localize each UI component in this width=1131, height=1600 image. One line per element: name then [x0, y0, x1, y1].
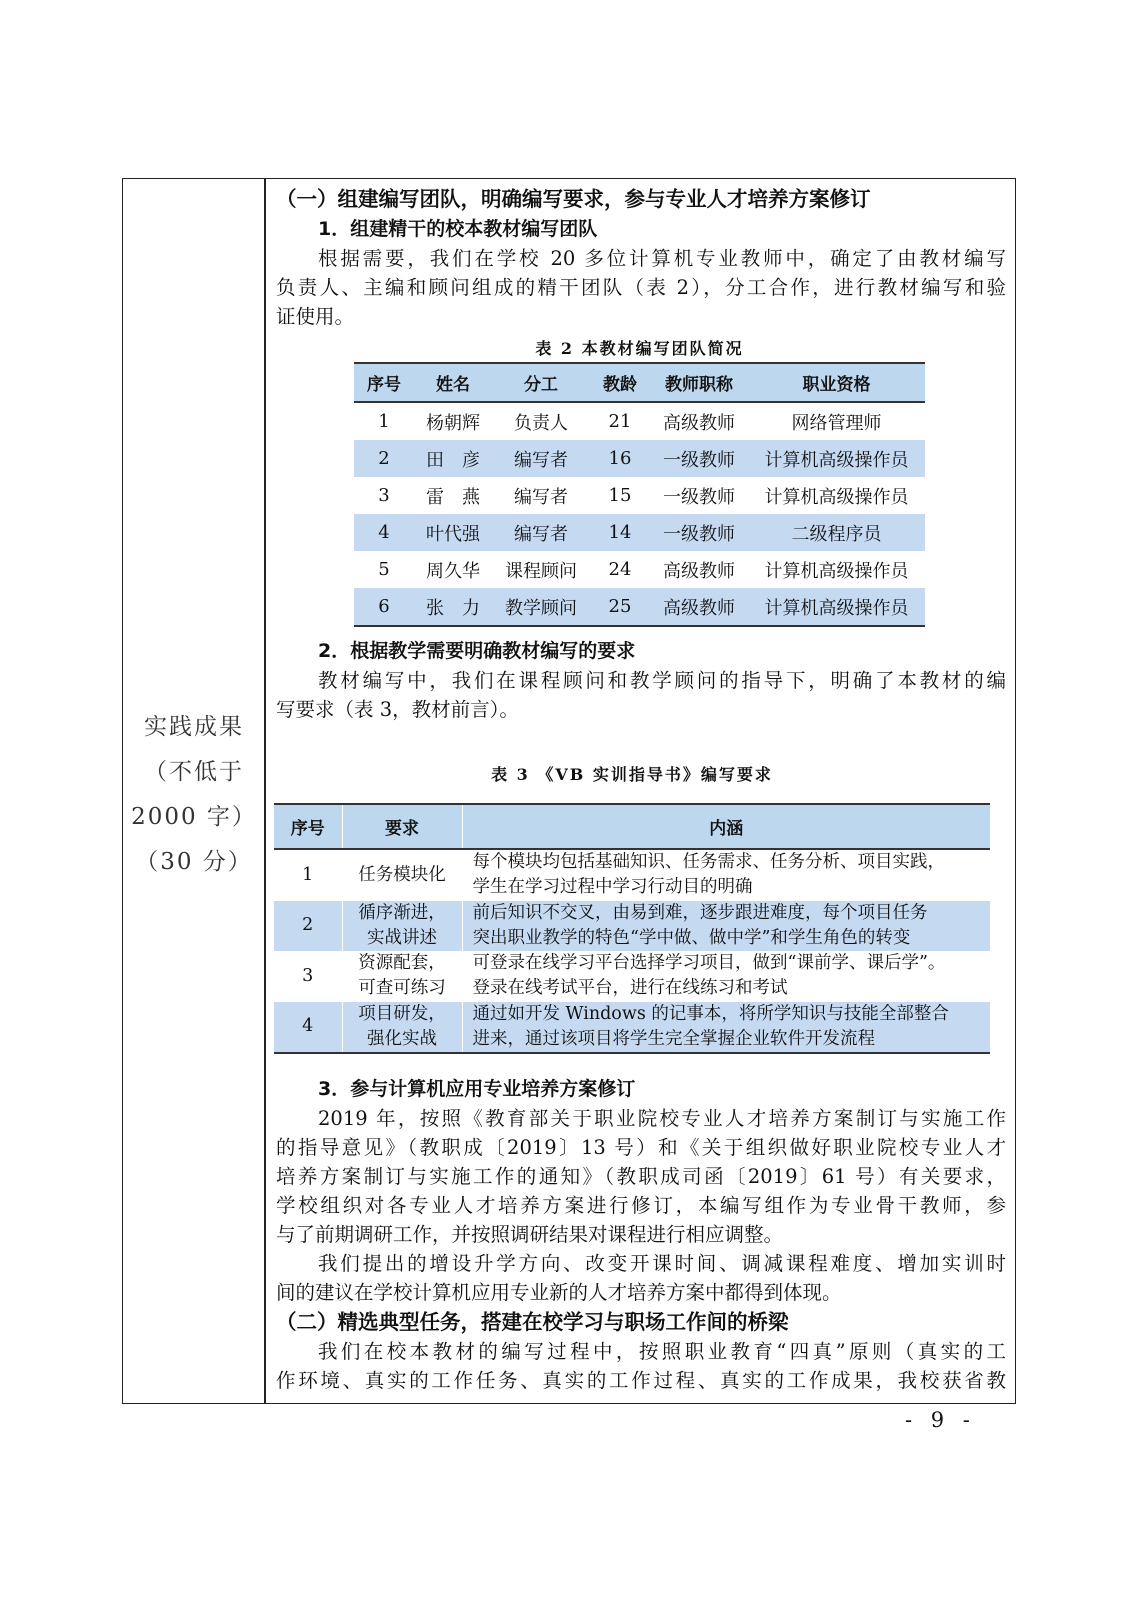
text-line: 2019 年，按照《教育部关于职业院校专业人才培养方案制订与实施工作	[318, 1107, 1006, 1130]
table-cell: 一级教师	[650, 440, 748, 477]
table-row	[274, 849, 990, 901]
table-cell: 高级教师	[663, 560, 735, 582]
table-cell: 编写者	[492, 440, 590, 477]
header-cell: 序号	[274, 804, 342, 849]
table-row	[354, 514, 925, 551]
label-line: 2000 字）	[131, 804, 257, 830]
table-cell: 一级教师	[650, 514, 748, 551]
header-cell: 教师职称	[650, 363, 748, 402]
requirements-table	[274, 803, 990, 1054]
header-cell: 职业资格	[748, 363, 925, 402]
text-line: 负责人、主编和顾问组成的精干团队（表 2），分工合作，进行教材编写和验	[276, 276, 1006, 299]
header-cell: 姓名	[414, 363, 492, 402]
page-number: - 9 -	[905, 1408, 976, 1432]
table-cell: 14	[590, 514, 650, 551]
table-cell	[462, 901, 990, 952]
table-cell: 2	[274, 901, 342, 952]
text-line: 教材编写中，我们在课程顾问和教学顾问的指导下，明确了本教材的编	[318, 669, 1006, 692]
table-cell	[462, 849, 990, 901]
cell-line: 可查可练习	[358, 978, 446, 999]
table-cell: 3	[302, 965, 314, 986]
table-cell: 2	[354, 440, 414, 477]
label-line: （不低于	[144, 759, 244, 785]
header-cell: 序号	[354, 363, 414, 402]
text-line: 我们提出的增设升学方向、改变开课时间、调减课程难度、增加实训时	[318, 1252, 1006, 1275]
cell-line: 循序渐进，	[358, 902, 446, 923]
table-cell: 编写者	[514, 486, 568, 508]
table-cell	[342, 901, 462, 952]
cell-line: 可登录在线学习平台选择学习项目，做到“课前学、课后学”。	[472, 953, 946, 974]
table-cell: 计算机高级操作员	[764, 486, 909, 508]
section1	[276, 184, 1006, 331]
table-row	[354, 588, 925, 626]
text-line: 学校组织对各专业人才培养方案进行修订，本编写组作为专业骨干教师，参	[276, 1194, 1006, 1217]
cell-line: 突出职业教学的特色“学中做、做中学”和学生角色的转变	[472, 927, 911, 948]
table-cell: 3	[378, 485, 390, 506]
table-cell: 周久华	[426, 560, 480, 582]
text-line: 与了前期调研工作，并按照调研结果对课程进行相应调整。	[276, 1223, 784, 1246]
left-label	[124, 705, 264, 885]
table-cell: 一级教师	[663, 486, 735, 508]
subsection-heading: 2．根据教学需要明确教材编写的要求	[318, 640, 636, 662]
table-cell: 编写者	[492, 514, 590, 551]
header-cell: 要求	[342, 804, 462, 849]
table2-caption: 表 2 本教材编写团队简况	[535, 339, 744, 358]
table-row	[354, 551, 925, 588]
table-cell: 高级教师	[650, 588, 748, 626]
table-header-row	[274, 804, 990, 849]
table-cell: 16	[590, 440, 650, 477]
cell-line: 进来，通过该项目将学生完全掌握企业软件开发流程	[472, 1028, 875, 1049]
table-row	[354, 477, 925, 514]
table-cell: 1	[302, 864, 314, 885]
header-cell: 内涵	[462, 804, 990, 849]
table-cell: 计算机高级操作员	[748, 440, 925, 477]
table-cell: 5	[378, 559, 390, 580]
table-cell: 网络管理师	[791, 412, 882, 434]
subsection2	[276, 637, 1006, 724]
team-table	[354, 362, 925, 627]
text-line: 作环境、真实的工作任务、真实的工作过程、真实的工作成果，我校获省教	[276, 1369, 1006, 1392]
table3-caption: 表 3 《VB 实训指导书》编写要求	[491, 765, 773, 784]
cell-line: 每个模块均包括基础知识、任务需求、任务分析、项目实践，	[472, 852, 945, 873]
table-cell: 田 彦	[414, 440, 492, 477]
subsection-heading: 3．参与计算机应用专业培养方案修订	[318, 1078, 636, 1100]
table-cell: 雷 燕	[426, 486, 480, 508]
table-cell: 二级程序员	[748, 514, 925, 551]
cell-line: 项目研发，	[358, 1003, 446, 1024]
table-cell: 张 力	[414, 588, 492, 626]
table-row	[274, 901, 990, 952]
table-cell: 负责人	[514, 412, 568, 434]
table-row	[274, 1002, 990, 1054]
header-cell: 分工	[492, 363, 590, 402]
table-cell: 25	[590, 588, 650, 626]
text-line: 证使用。	[276, 305, 355, 328]
column-divider	[264, 178, 266, 1404]
subsection3	[276, 1075, 1006, 1395]
table-cell: 15	[608, 485, 632, 506]
text-line: 间的建议在学校计算机应用专业新的人才培养方案中都得到体现。	[276, 1281, 842, 1304]
table-cell	[342, 951, 462, 1002]
cell-line: 登录在线考试平台，进行在线练习和考试	[472, 978, 788, 999]
table-row	[274, 951, 990, 1002]
table-cell: 计算机高级操作员	[764, 560, 909, 582]
table-cell: 21	[608, 411, 632, 432]
table-cell: 4	[354, 514, 414, 551]
cell-line: 学生在学习过程中学习行动目的明确	[472, 877, 753, 898]
section-heading: （二）精选典型任务，搭建在校学习与职场工作间的桥梁	[276, 1310, 789, 1334]
table-cell: 1	[378, 411, 390, 432]
table-cell: 24	[608, 559, 632, 580]
table-cell: 课程顾问	[505, 560, 577, 582]
table-header-row	[354, 363, 925, 402]
table-row	[354, 440, 925, 477]
text-line: 培养方案制订与实施工作的通知》（教职成司函〔2019〕61 号）有关要求，	[276, 1165, 1006, 1188]
table-cell: 叶代强	[414, 514, 492, 551]
table-cell: 杨朝辉	[426, 412, 480, 434]
text-line: 写要求（表 3，教材前言）。	[276, 698, 519, 721]
table-cell	[462, 1002, 990, 1054]
cell-line: 前后知识不交叉，由易到难，逐步跟进难度，每个项目任务	[472, 902, 928, 923]
header-cell: 教龄	[590, 363, 650, 402]
table-cell: 4	[274, 1002, 342, 1054]
table-row	[354, 402, 925, 440]
table-cell	[462, 951, 990, 1002]
text-line: 的指导意见》（教职成〔2019〕13 号）和《关于组织做好职业院校专业人才	[276, 1136, 1006, 1159]
cell-line: 通过如开发 Windows 的记事本，将所学知识与技能全部整合	[472, 1003, 949, 1024]
text-line: 根据需要，我们在学校 20 多位计算机专业教师中，确定了由教材编写	[318, 247, 1006, 270]
section-heading: （一）组建编写团队，明确编写要求，参与专业人才培养方案修订	[276, 187, 871, 211]
cell-line: 实战讲述	[367, 927, 437, 948]
subsection-heading: 1．组建精干的校本教材编写团队	[318, 218, 598, 240]
table-cell: 高级教师	[663, 412, 735, 434]
cell-line: 资源配套，	[358, 953, 446, 974]
table-cell: 任务模块化	[342, 849, 462, 901]
cell-line: 强化实战	[367, 1028, 437, 1049]
label-line: （30 分）	[135, 849, 253, 875]
table-cell	[342, 1002, 462, 1054]
table-cell: 6	[354, 588, 414, 626]
label-line: 实践成果	[144, 714, 244, 740]
text-line: 我们在校本教材的编写过程中，按照职业教育“四真”原则（真实的工	[318, 1340, 1006, 1363]
table-cell: 计算机高级操作员	[748, 588, 925, 626]
table-cell: 教学顾问	[492, 588, 590, 626]
